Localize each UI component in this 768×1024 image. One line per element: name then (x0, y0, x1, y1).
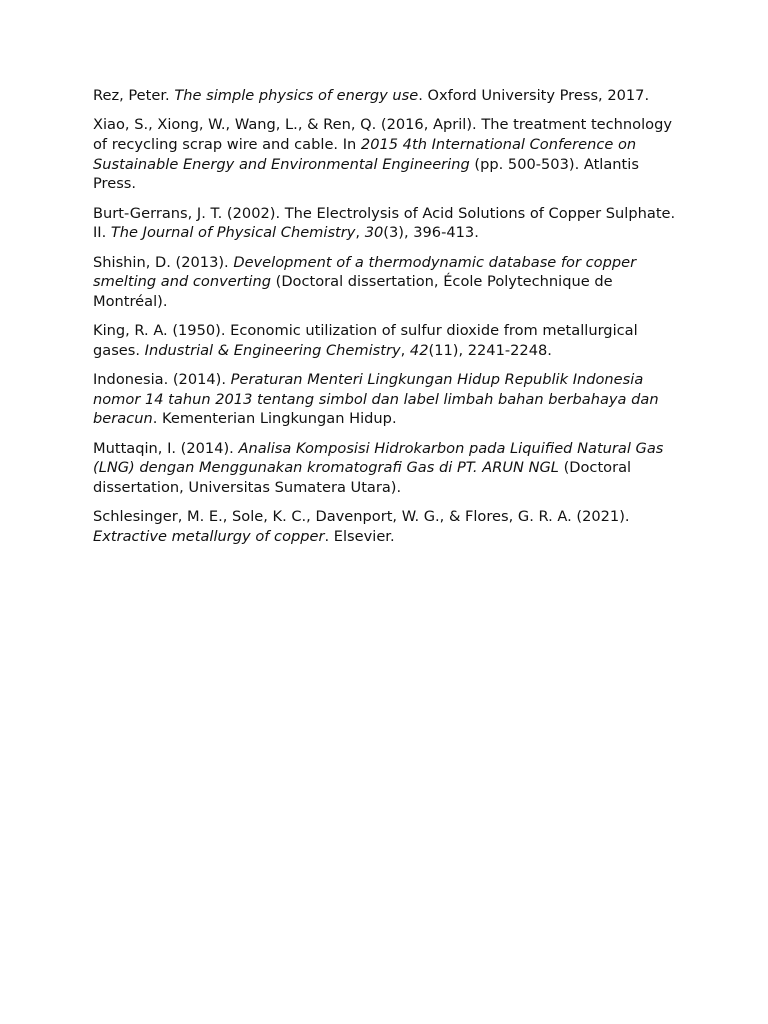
reference-text: (11), 2241-2248. (428, 341, 552, 359)
reference-text: , (400, 341, 410, 359)
reference-entry-burt-gerrans (93, 204, 683, 243)
reference-entry-xiao (93, 115, 683, 193)
reference-text: Rez, Peter. (93, 87, 175, 104)
reference-text: Burt-Gerrans, J. T. (2002). The Electrolysis of Acid Solutions of Copper Sulphate. II. (93, 204, 676, 242)
reference-text: Schlesinger, M. E., Sole, K. C., Davenport, W. G., & Flores, G. R. A. (2021). (93, 508, 630, 526)
reference-title: Peraturan Menteri Lingkungan Hidup Republik Indonesia nomor 14 tahun 2013 tentang simbol dan label limbah bahan berbahaya dan beracun (93, 371, 659, 428)
reference-text: Muttaqin, I. (2014). (93, 439, 239, 457)
reference-entry-muttaqin (93, 439, 683, 498)
reference-title: Development of a thermodynamic database for copper smelting and converting (93, 253, 637, 291)
reference-text: (3), 396-413. (383, 224, 479, 242)
reference-text: . Elsevier. (324, 527, 395, 545)
reference-text: (Doctoral dissertation, École Polytechnique de Montréal). (93, 273, 613, 310)
reference-text: King, R. A. (1950). Economic utilization of sulfur dioxide from metallurgical gases. (93, 322, 638, 359)
reference-text: , (355, 224, 365, 242)
reference-title: The simple physics of energy use (174, 87, 419, 104)
reference-volume: 42 (409, 341, 429, 359)
reference-list (93, 86, 683, 556)
reference-entry-indonesia (93, 370, 683, 429)
reference-title: The Journal of Physical Chemistry (110, 224, 356, 242)
reference-volume: 30 (364, 224, 384, 242)
reference-text: . Kementerian Lingkungan Hidup. (152, 410, 397, 428)
reference-title: Extractive metallurgy of copper (93, 527, 325, 545)
reference-text: Shishin, D. (2013). (93, 253, 234, 271)
reference-text: Indonesia. (2014). (93, 371, 231, 389)
reference-title: Analisa Komposisi Hidrokarbon pada Liquified Natural Gas (LNG) dengan Menggunakan kromatografi Gas di PT. ARUN NGL (93, 439, 664, 477)
reference-entry-schlesinger (93, 507, 683, 546)
reference-text: (pp. 500-503). Atlantis Press. (93, 155, 639, 193)
reference-entry-king (93, 321, 683, 360)
reference-title: Industrial & Engineering Chemistry (144, 341, 401, 359)
reference-title: 2015 4th International Conference on Sustainable Energy and Environmental Engineering (93, 135, 637, 173)
reference-text: (Doctoral dissertation, Universitas Sumatera Utara). (93, 459, 632, 496)
reference-text: Xiao, S., Xiong, W., Wang, L., & Ren, Q. (2016, April). The treatment technology of recycling scrap wire and cable. In (93, 116, 672, 153)
reference-entry-shishin (93, 253, 683, 312)
reference-text: . Oxford University Press, 2017. (418, 87, 650, 104)
reference-entry-rez (93, 86, 683, 106)
